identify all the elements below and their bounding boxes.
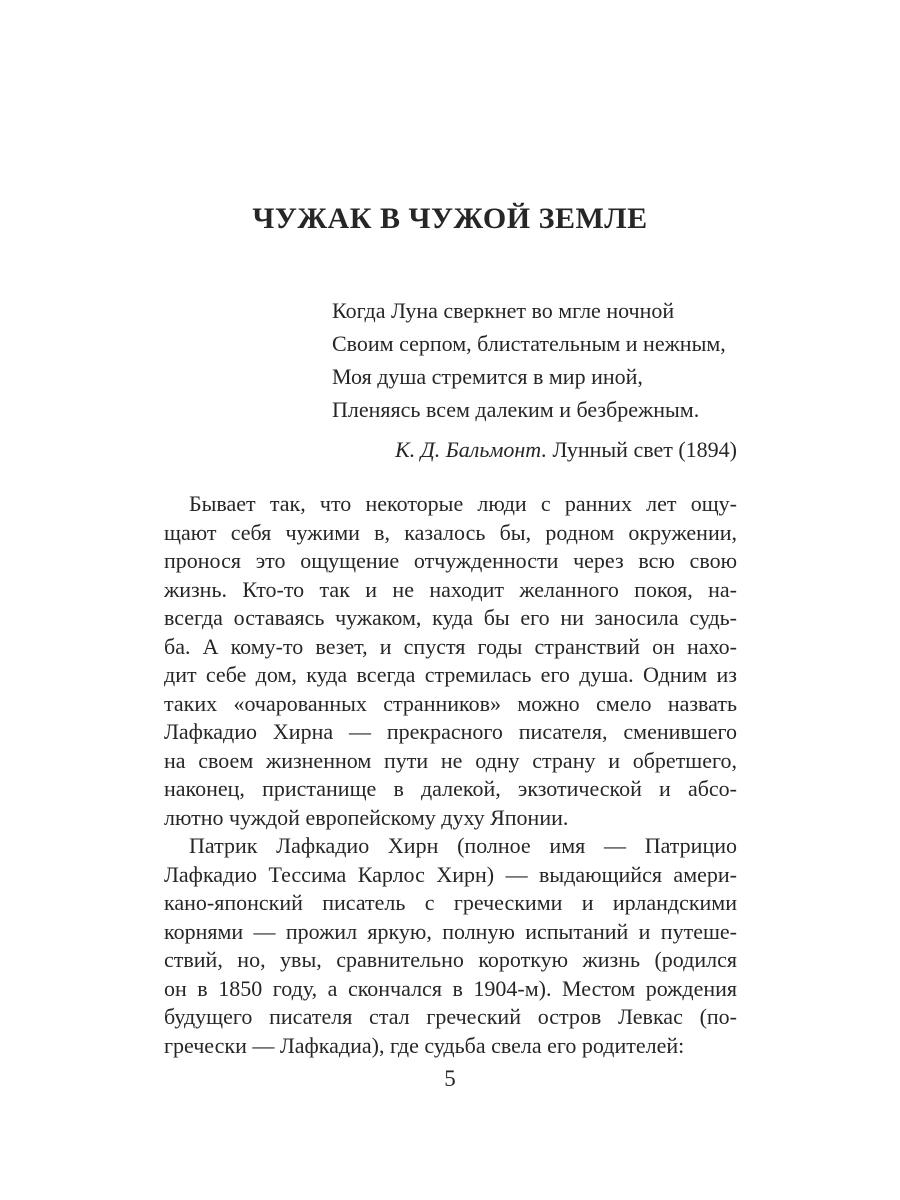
- text-line: Бывает так, что некоторые люди с ранних лет ощу-: [189, 491, 737, 516]
- text-line: дит себе дом, куда всегда стремилась его душа. Одним из: [164, 662, 737, 687]
- poem-line: Своим серпом, блистательным и нежным,: [332, 331, 726, 356]
- text-line: лютно чуждой европейскому духу Японии.: [164, 804, 569, 830]
- text-line: будущего писателя стал греческий остров Левкас (по-: [164, 1004, 737, 1029]
- text-line: он в 1850 году, а скончался в 1904-м). Местом рождения: [164, 975, 737, 1001]
- poem-line: Когда Луна сверкнет во мгле ночной: [332, 298, 675, 323]
- attribution-work: Лунный свет (1894): [546, 437, 737, 462]
- body-text: [164, 490, 737, 1060]
- text-line: таких «очарованных странников» можно смело назвать: [164, 690, 737, 716]
- text-line: кано-японский писатель с греческими и ирландскими: [164, 890, 737, 915]
- text-line: ствий, но, увы, сравнительно короткую жизнь (родился: [164, 947, 737, 972]
- text-line: жизнь. Кто-то так и не находит желанного покоя, на-: [164, 576, 737, 602]
- poem-line: Моя душа стремится в мир иной,: [332, 364, 643, 389]
- text-line: наконец, пристанище в далекой, экзотической и абсо-: [164, 776, 737, 801]
- text-line: Патрик Лафкадио Хирн (полное имя — Патрицио: [189, 833, 737, 858]
- text-line: Лафкадио Тессима Карлос Хирн) — выдающийся амери-: [164, 861, 737, 887]
- text-line: корнями — прожил яркую, полную испытаний и путеше-: [164, 918, 737, 944]
- text-line: ба. А кому-то везет, и спустя годы странствий он нахо-: [164, 633, 737, 659]
- page-number: 5: [444, 1066, 456, 1091]
- epigraph-poem: [332, 294, 726, 426]
- epigraph-attribution: [395, 437, 737, 463]
- attribution-author: К. Д. Бальмонт.: [395, 437, 547, 462]
- text-line: Лафкадио Хирна — прекрасного писателя, сменившего: [164, 719, 737, 744]
- text-line: пронося это ощущение отчужденности через всю свою: [164, 548, 737, 573]
- text-line: гречески — Лафкадиа), где судьба свела его родителей:: [164, 1032, 685, 1058]
- chapter-title: ЧУЖАК В ЧУЖОЙ ЗЕМЛЕ: [252, 202, 648, 235]
- text-line: щают себя чужими в, казалось бы, родном окружении,: [164, 519, 737, 545]
- text-line: всегда оставаясь чужаком, куда бы его ни заносила судь-: [164, 605, 737, 630]
- text-line: на своем жизненном пути не одну страну и обретшего,: [164, 747, 737, 773]
- poem-line: Пленяясь всем далеким и безбрежным.: [332, 397, 700, 422]
